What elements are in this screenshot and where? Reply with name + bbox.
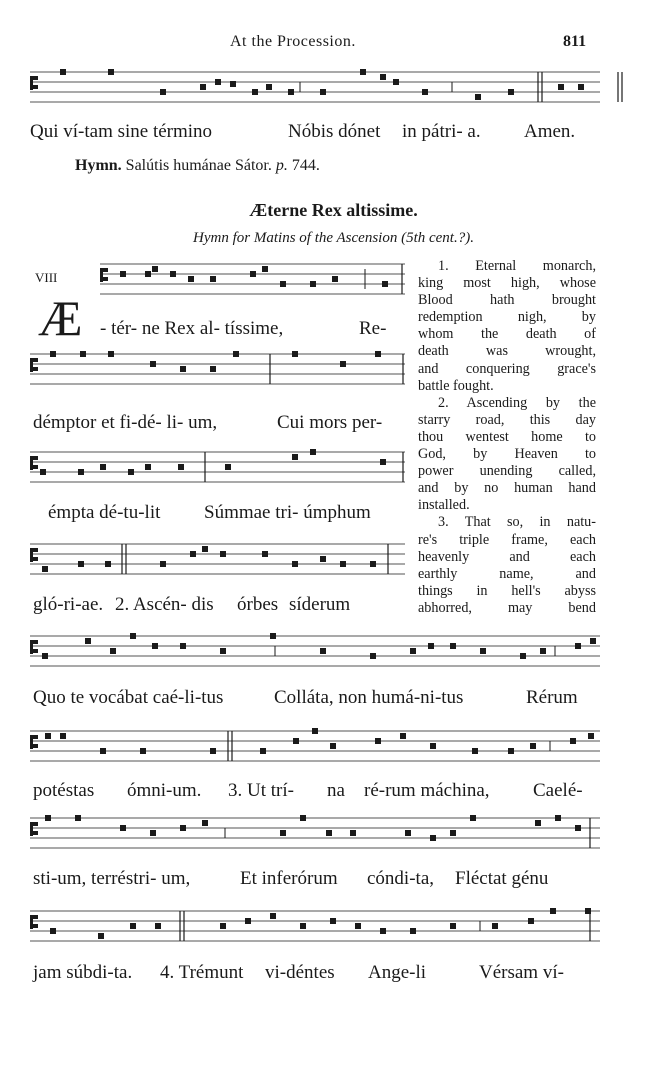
neume bbox=[375, 351, 381, 357]
neume bbox=[340, 361, 346, 367]
neume bbox=[270, 913, 276, 919]
lyric-segment: vi-déntes bbox=[265, 962, 335, 983]
neume bbox=[140, 748, 146, 754]
neume bbox=[100, 748, 106, 754]
hymn-title: Æterne Rex altissime. bbox=[249, 200, 418, 220]
neume bbox=[300, 923, 306, 929]
neume bbox=[220, 648, 226, 654]
hymn-reference-page: 744. bbox=[291, 157, 320, 174]
translation-line: God, by Heaven to bbox=[418, 446, 596, 463]
neume bbox=[312, 728, 318, 734]
translation-line: 3. That so, in natu- bbox=[438, 514, 596, 531]
neume bbox=[410, 928, 416, 934]
neume bbox=[155, 923, 161, 929]
neume bbox=[252, 89, 258, 95]
chant-staff-9 bbox=[30, 905, 600, 951]
neume bbox=[250, 271, 256, 277]
c-clef-icon bbox=[30, 735, 38, 749]
neume bbox=[280, 281, 286, 287]
neume bbox=[300, 815, 306, 821]
lyric-segment: Amen. bbox=[524, 121, 576, 142]
neume bbox=[370, 561, 376, 567]
translation-line: re's triple frame, each bbox=[418, 531, 596, 548]
chant-staff-4 bbox=[30, 446, 405, 486]
neume bbox=[45, 815, 51, 821]
hymn-reference-label: Hymn. bbox=[75, 157, 122, 174]
neume bbox=[550, 908, 556, 914]
lyric-segment: ré-rum máchina, bbox=[364, 780, 490, 801]
neume bbox=[410, 648, 416, 654]
neume bbox=[220, 923, 226, 929]
neume bbox=[128, 469, 134, 475]
neume bbox=[152, 643, 158, 649]
drop-initial: Æ bbox=[38, 290, 83, 346]
neume bbox=[145, 464, 151, 470]
chant-staff-1 bbox=[30, 66, 600, 112]
neume bbox=[558, 84, 564, 90]
translation-line: installed. bbox=[418, 497, 470, 514]
neume bbox=[380, 459, 386, 465]
neume bbox=[320, 648, 326, 654]
neume bbox=[320, 89, 326, 95]
translation-line: power unending called, bbox=[418, 463, 596, 480]
neume bbox=[270, 633, 276, 639]
neume bbox=[150, 361, 156, 367]
neume bbox=[475, 94, 481, 100]
lyric-segment: 2. Ascén- dis bbox=[115, 594, 214, 615]
translation-line: whom the death of bbox=[418, 326, 596, 343]
neume bbox=[508, 748, 514, 754]
neume bbox=[188, 276, 194, 282]
neume bbox=[180, 643, 186, 649]
neume bbox=[382, 281, 388, 287]
neume bbox=[120, 271, 126, 277]
neume bbox=[508, 89, 514, 95]
translation-line: starry road, this day bbox=[418, 411, 596, 428]
neume bbox=[150, 830, 156, 836]
c-clef-icon bbox=[30, 548, 38, 562]
bar-line bbox=[538, 72, 542, 102]
translation-line: thou wentest home to bbox=[418, 428, 596, 445]
translation-line: 2. Ascending by the bbox=[438, 394, 596, 411]
neume bbox=[292, 454, 298, 460]
lyric-segment: Quo te vocábat caé-li-tus bbox=[33, 687, 224, 708]
c-clef-icon bbox=[30, 456, 38, 470]
neume bbox=[170, 271, 176, 277]
neume bbox=[350, 830, 356, 836]
neume bbox=[220, 551, 226, 557]
neume bbox=[60, 733, 66, 739]
neume bbox=[292, 351, 298, 357]
neume bbox=[422, 89, 428, 95]
neume bbox=[578, 84, 584, 90]
neume bbox=[145, 271, 151, 277]
hymn-subtitle: Hymn for Matins of the Ascension (5th cent.?). bbox=[193, 230, 474, 246]
neume bbox=[520, 653, 526, 659]
neume bbox=[180, 825, 186, 831]
neume bbox=[233, 351, 239, 357]
bar-line bbox=[122, 544, 126, 574]
neume bbox=[293, 738, 299, 744]
lyric-segment: sti-um, terréstri- um, bbox=[33, 868, 191, 889]
translation-line: and conquering grace's bbox=[418, 360, 596, 377]
translation-line: heavenly and each bbox=[418, 548, 596, 565]
neume bbox=[230, 81, 236, 87]
neume bbox=[210, 366, 216, 372]
lyric-segment: émpta dé-tu-lit bbox=[48, 502, 161, 523]
neume bbox=[210, 748, 216, 754]
neume bbox=[108, 69, 114, 75]
lyric-segment: na bbox=[327, 780, 345, 801]
chant-staff-6 bbox=[30, 630, 600, 676]
neume bbox=[575, 825, 581, 831]
lyric-segment: jam súbdi-ta. bbox=[33, 962, 133, 983]
lyric-segment: in pátri- a. bbox=[402, 121, 481, 142]
neume bbox=[78, 469, 84, 475]
translation-line: things in hell's abyss bbox=[418, 582, 596, 599]
mode-indicator: VIII bbox=[35, 270, 58, 285]
chant-staff-5 bbox=[30, 538, 405, 584]
neume bbox=[370, 653, 376, 659]
neume bbox=[393, 79, 399, 85]
neume bbox=[120, 825, 126, 831]
lyric-segment: Fléctat génu bbox=[455, 868, 549, 889]
lyric-segment: ómni-um. bbox=[127, 780, 202, 801]
neume bbox=[262, 551, 268, 557]
lyric-segment: síderum bbox=[289, 594, 351, 615]
neume bbox=[332, 276, 338, 282]
neume bbox=[380, 928, 386, 934]
neume bbox=[80, 351, 86, 357]
neume bbox=[85, 638, 91, 644]
neume bbox=[210, 276, 216, 282]
lyric-segment: Cui mors per- bbox=[277, 412, 383, 433]
c-clef-icon bbox=[30, 76, 38, 90]
running-title: At the Procession. bbox=[230, 33, 356, 50]
neume bbox=[480, 648, 486, 654]
hymn-reference bbox=[75, 157, 320, 175]
neume bbox=[245, 918, 251, 924]
c-clef-icon bbox=[30, 915, 38, 929]
lyric-segment: cóndi-ta, bbox=[367, 868, 435, 889]
neume bbox=[535, 820, 541, 826]
neume bbox=[400, 733, 406, 739]
lyric-segment: - tér- ne Rex al- tíssime, bbox=[100, 318, 284, 339]
translation-line: and by no human hand bbox=[418, 480, 596, 497]
neume bbox=[202, 546, 208, 552]
english-translation bbox=[418, 258, 596, 617]
lyric-segment: Colláta, non humá-ni-tus bbox=[274, 687, 464, 708]
lyric-segment: órbes bbox=[237, 594, 279, 615]
lyric-segment: Rérum bbox=[526, 687, 578, 708]
neume bbox=[42, 566, 48, 572]
neume bbox=[40, 469, 46, 475]
neume bbox=[355, 923, 361, 929]
neume bbox=[190, 551, 196, 557]
neume bbox=[472, 748, 478, 754]
lyric-segment: Vérsam ví- bbox=[479, 962, 564, 983]
c-clef-icon bbox=[100, 268, 108, 282]
neume bbox=[428, 643, 434, 649]
neume bbox=[570, 738, 576, 744]
neume bbox=[215, 79, 221, 85]
c-clef-icon bbox=[30, 640, 38, 654]
neume bbox=[340, 561, 346, 567]
hymn-reference-text: Salútis humánae Sátor. bbox=[125, 157, 272, 174]
hymn-reference-page-abbrev: p. bbox=[275, 157, 288, 174]
neume bbox=[310, 449, 316, 455]
translation-line: abhorred, may bend bbox=[418, 599, 596, 616]
lyric-segment: démptor et fi-dé- li- um, bbox=[33, 412, 218, 433]
neume bbox=[430, 743, 436, 749]
page-number: 811 bbox=[563, 33, 587, 50]
lyric-segment: Ange-li bbox=[368, 962, 427, 983]
neume bbox=[202, 820, 208, 826]
lyric-segment: 3. Ut trí- bbox=[228, 780, 294, 801]
translation-line: king most high, whose bbox=[418, 275, 596, 292]
neume bbox=[75, 815, 81, 821]
neume bbox=[42, 653, 48, 659]
neume bbox=[470, 815, 476, 821]
neume bbox=[180, 366, 186, 372]
neume bbox=[160, 89, 166, 95]
lyric-segment: Nóbis dónet bbox=[288, 121, 381, 142]
neume bbox=[588, 733, 594, 739]
lyric-segment: Caelé- bbox=[533, 780, 583, 801]
neume bbox=[575, 643, 581, 649]
neume bbox=[360, 69, 366, 75]
translation-line: Blood hath brought bbox=[418, 292, 596, 309]
neume bbox=[50, 351, 56, 357]
translation-line: 1. Eternal monarch, bbox=[438, 258, 596, 274]
neume bbox=[266, 84, 272, 90]
chant-staff-8 bbox=[30, 812, 600, 858]
lyric-segment: Et inferórum bbox=[240, 868, 338, 889]
c-clef-icon bbox=[30, 822, 38, 836]
neume bbox=[450, 643, 456, 649]
neume bbox=[178, 464, 184, 470]
neume bbox=[590, 638, 596, 644]
neume bbox=[130, 633, 136, 639]
neume bbox=[528, 918, 534, 924]
neume bbox=[152, 266, 158, 272]
translation-line: redemption nigh, by bbox=[418, 309, 596, 326]
neume bbox=[98, 933, 104, 939]
neume bbox=[330, 743, 336, 749]
neume bbox=[200, 84, 206, 90]
neume bbox=[105, 561, 111, 567]
neume bbox=[430, 835, 436, 841]
neume bbox=[450, 923, 456, 929]
neume bbox=[260, 748, 266, 754]
neume bbox=[450, 830, 456, 836]
bar-line bbox=[180, 911, 184, 941]
chant-staff-2 bbox=[100, 258, 405, 298]
neume bbox=[262, 266, 268, 272]
neume bbox=[130, 923, 136, 929]
neume bbox=[555, 815, 561, 821]
neume bbox=[530, 743, 536, 749]
neume bbox=[108, 351, 114, 357]
neume bbox=[60, 69, 66, 75]
neume bbox=[492, 923, 498, 929]
neume bbox=[45, 733, 51, 739]
lyric-segment: 4. Trémunt bbox=[160, 962, 244, 983]
lyric-segment: Súmmae tri- úmphum bbox=[204, 502, 371, 523]
neume bbox=[50, 928, 56, 934]
c-clef-icon bbox=[30, 358, 38, 372]
neume bbox=[100, 464, 106, 470]
neume bbox=[375, 738, 381, 744]
translation-line: battle fought. bbox=[418, 377, 494, 394]
neume bbox=[292, 561, 298, 567]
neume bbox=[380, 74, 386, 80]
bar-line bbox=[618, 72, 622, 102]
neume bbox=[288, 89, 294, 95]
neume bbox=[160, 561, 166, 567]
bar-line bbox=[228, 731, 232, 761]
neume bbox=[110, 648, 116, 654]
lyric-segment: Qui ví-tam sine término bbox=[30, 121, 213, 142]
chant-staff-3 bbox=[30, 348, 405, 388]
neume bbox=[225, 464, 231, 470]
neume bbox=[310, 281, 316, 287]
neume bbox=[330, 918, 336, 924]
lyric-segment: potéstas bbox=[33, 780, 95, 801]
neume bbox=[78, 561, 84, 567]
translation-line: death was wrought, bbox=[418, 343, 596, 360]
lyric-segment: Re- bbox=[359, 318, 387, 339]
chant-staff-7 bbox=[30, 725, 600, 771]
translation-line: earthly name, and bbox=[418, 565, 596, 582]
neume bbox=[540, 648, 546, 654]
neume bbox=[326, 830, 332, 836]
lyric-segment: gló-ri-ae. bbox=[33, 594, 104, 615]
neume bbox=[405, 830, 411, 836]
neume bbox=[280, 830, 286, 836]
neume bbox=[320, 556, 326, 562]
